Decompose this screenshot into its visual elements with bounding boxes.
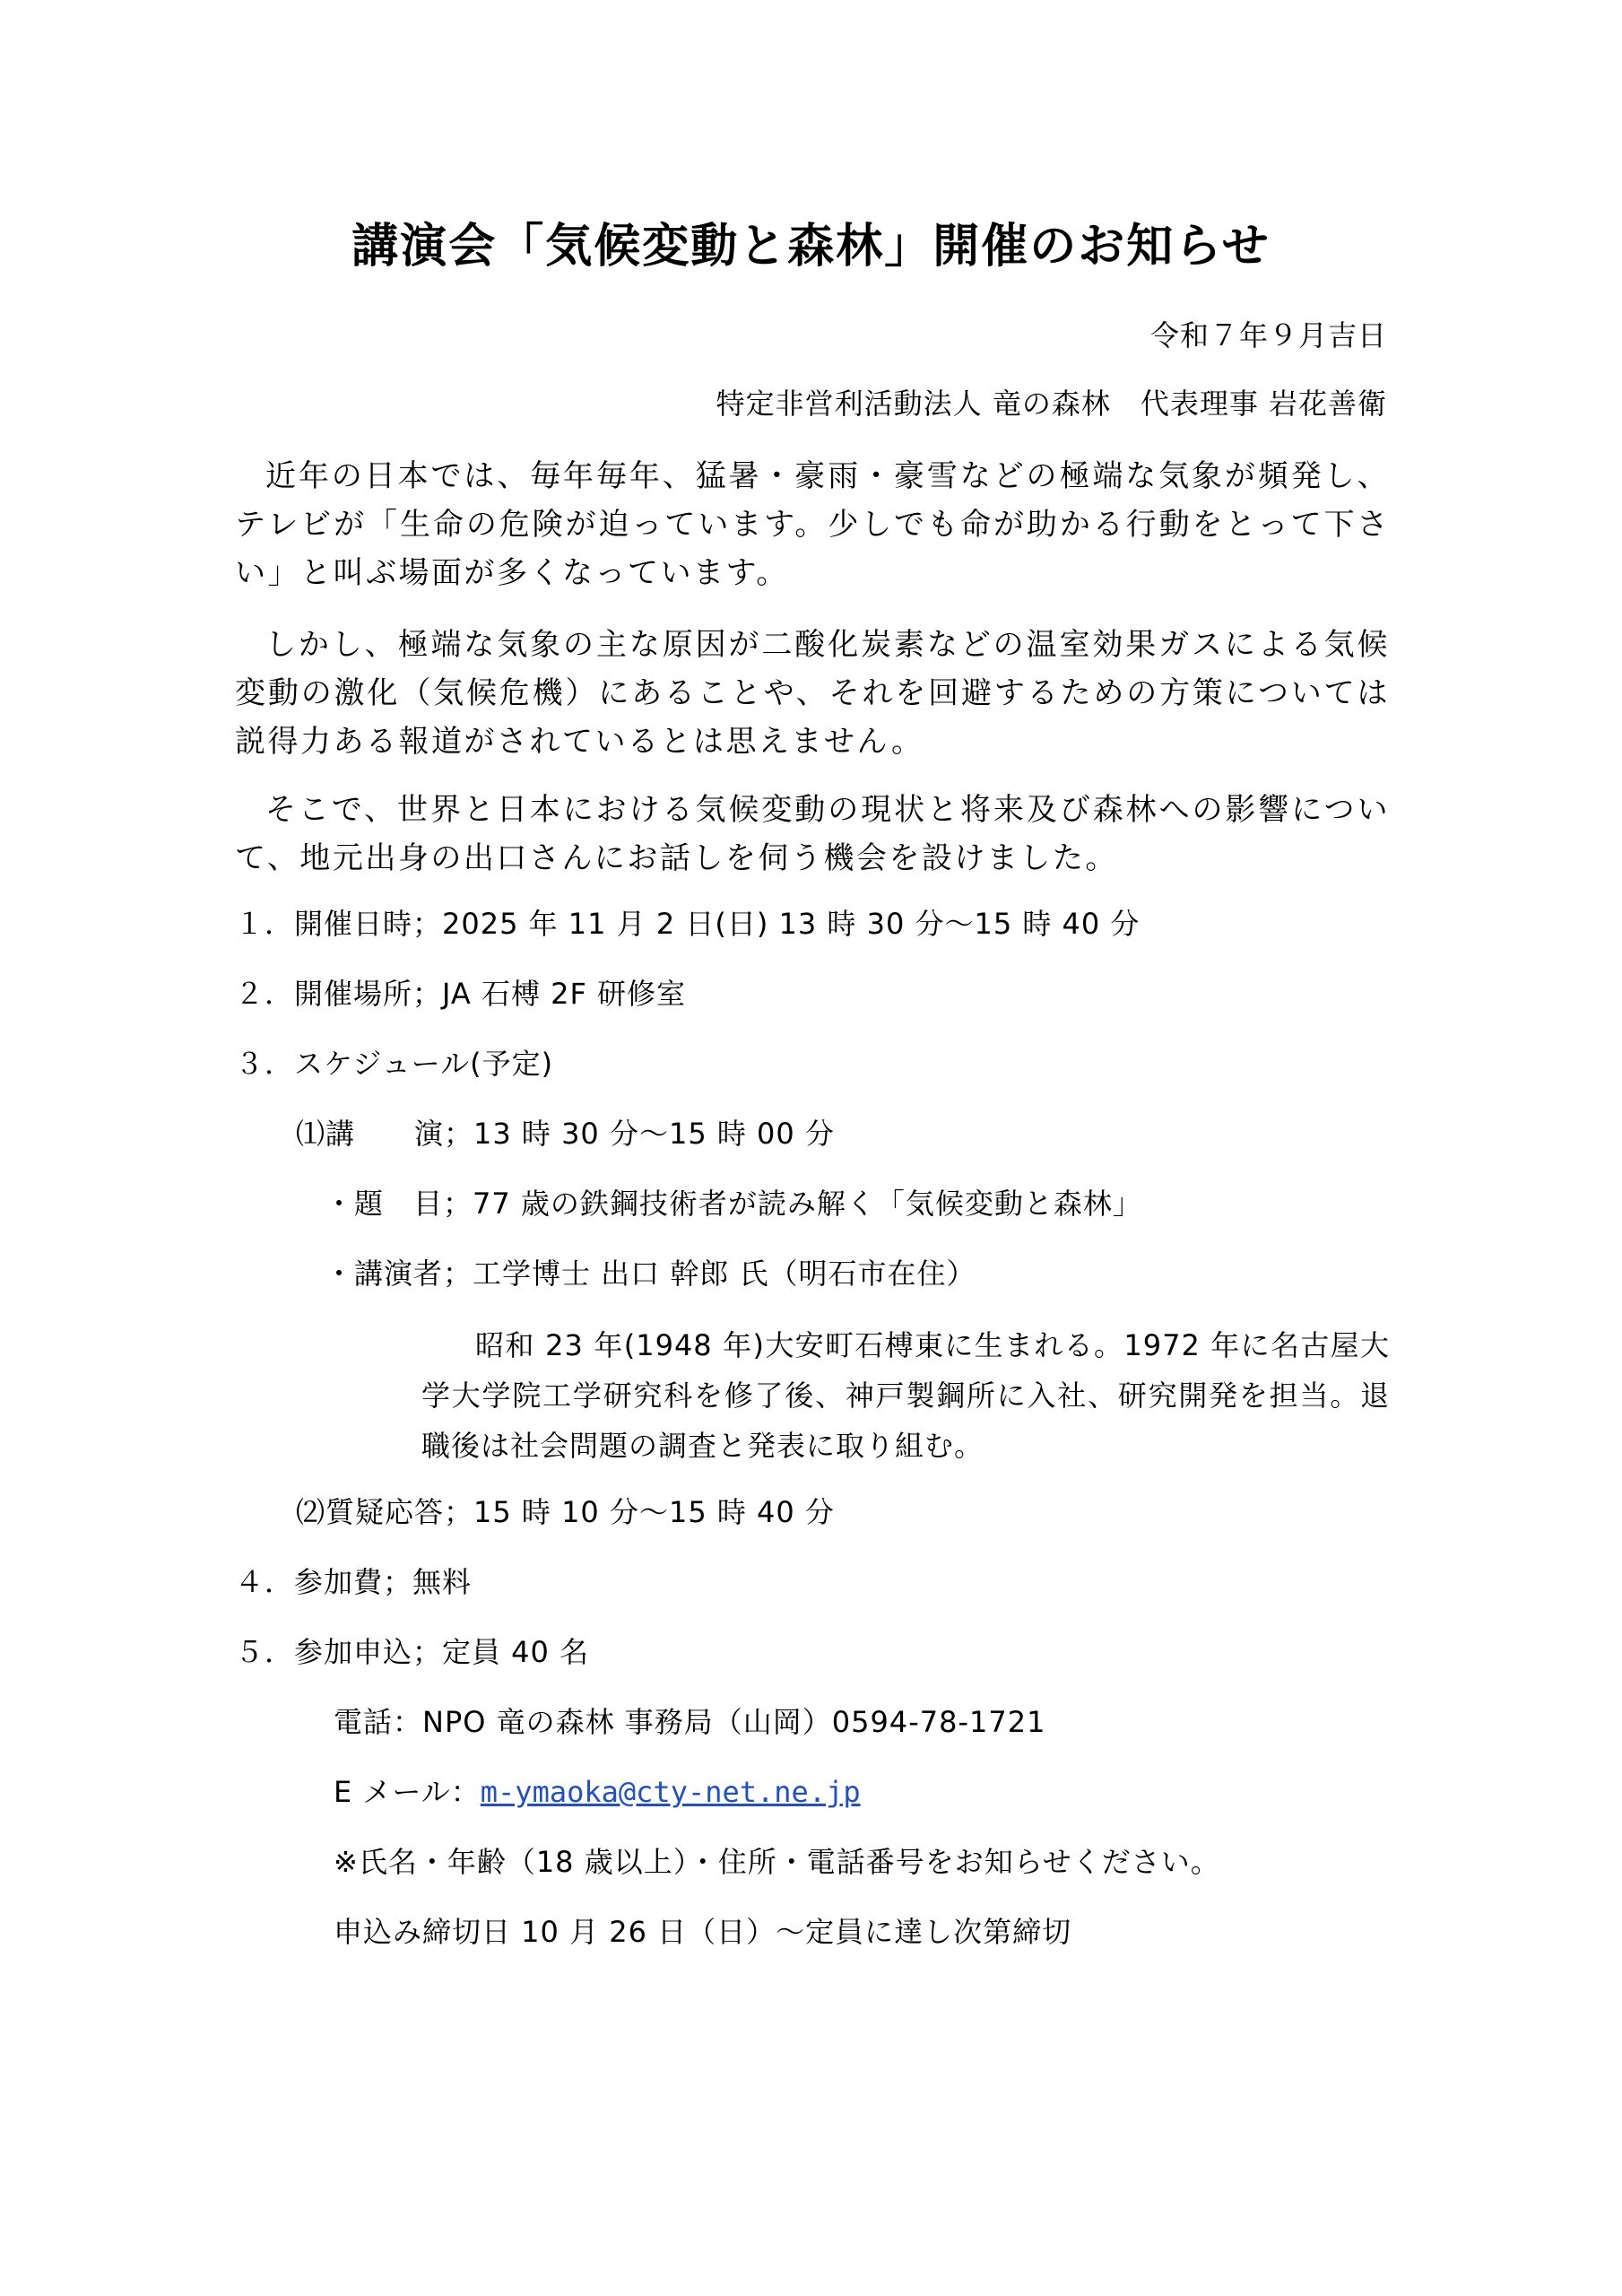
- lecture-topic: ・題 目；77 歳の鉄鋼技術者が読み解く「気候変動と森林」: [325, 1187, 1142, 1221]
- lecture-speaker: ・講演者；工学博士 出口 幹郎 氏（明石市在住）: [325, 1257, 976, 1291]
- intro-paragraph-1: 近年の日本では、毎年毎年、猛暑・豪雨・豪雪などの極端な気象が頻発し、テレビが「生命の危険が迫っています。少しでも命が助かる行動をとって下さい」と叫ぶ場面が多くなっています。: [235, 458, 1390, 591]
- email-label: E メール：: [334, 1775, 481, 1809]
- document-title: 講演会「気候変動と森林」開催のお知らせ: [351, 220, 1271, 274]
- email-link[interactable]: m-ymaoka@cty-net.ne.jp: [480, 1775, 861, 1809]
- issue-date: 令和７年９月吉日: [1149, 318, 1387, 352]
- item-schedule: ３．スケジュール(予定): [235, 1047, 554, 1081]
- application-deadline: 申込み締切日 10 月 26 日（日）～定員に達し次第締切: [334, 1915, 1072, 1949]
- schedule-lecture: ⑴講 演；13 時 30 分～15 時 00 分: [296, 1117, 835, 1151]
- item-date-time: １．開催日時；2025 年 11 月 2 日(日) 13 時 30 分～15 時 40 分: [235, 907, 1141, 941]
- schedule-qa: ⑵質疑応答；15 時 10 分～15 時 40 分: [296, 1495, 835, 1529]
- application-note: ※氏名・年齢（18 歳以上）・住所・電話番号をお知らせください。: [334, 1845, 1220, 1879]
- organization-signature: 特定非営利活動法人 竜の森林 代表理事 岩花善衛: [716, 387, 1387, 421]
- item-venue: ２．開催場所；JA 石榑 2F 研修室: [235, 977, 687, 1011]
- intro-paragraph-2: しかし、極端な気象の主な原因が二酸化炭素などの温室効果ガスによる気候変動の激化（気候危機）にあることや、それを回避するための方策については説得力ある報道がされているとは思えません。: [235, 627, 1390, 760]
- item-fee: ４．参加費；無料: [235, 1565, 473, 1599]
- item-application: ５．参加申込；定員 40 名: [235, 1635, 590, 1669]
- intro-paragraph-3: そこで、世界と日本における気候変動の現状と将来及び森林への影響について、地元出身の出口さんにお話しを伺う機会を設けました。: [235, 792, 1390, 876]
- contact-email-row: [334, 1774, 861, 1810]
- contact-phone: 電話：NPO 竜の森林 事務局（山岡）0594-78-1721: [334, 1705, 1046, 1739]
- speaker-biography: 昭和 23 年(1948 年)大安町石榑東に生まれる。1972 年に名古屋大学大学院工学研究科を修了後、神戸製鋼所に入社、研究開発を担当。退職後は社会問題の調査と発表に取り組む。: [421, 1328, 1390, 1463]
